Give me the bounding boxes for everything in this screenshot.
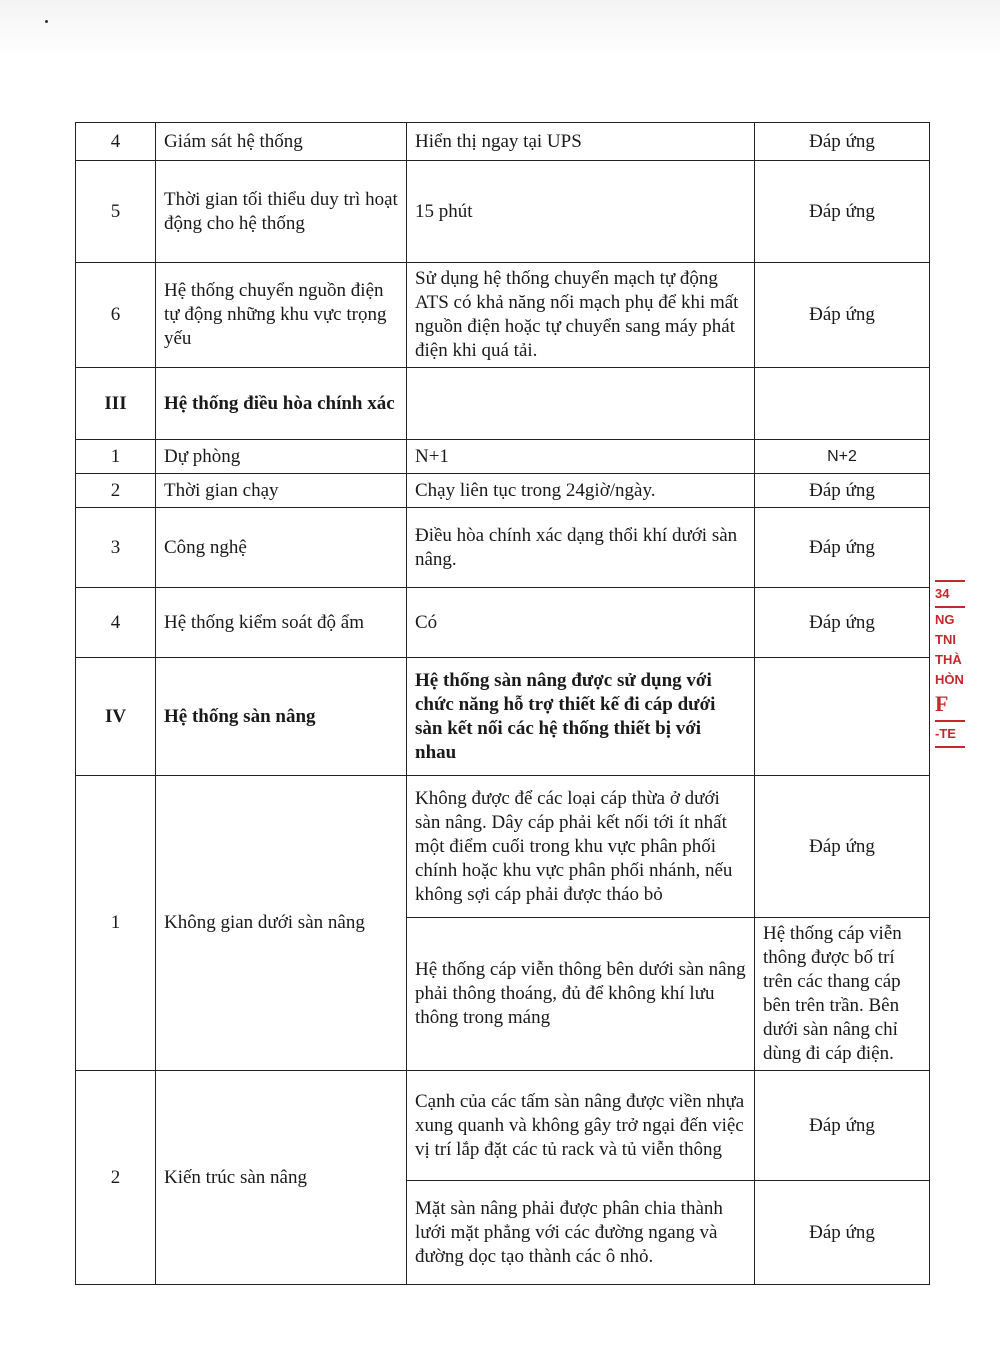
row-number: 2 — [76, 474, 156, 508]
requirement — [407, 368, 755, 440]
table-row — [76, 123, 930, 161]
section-title: Hệ thống sàn nâng — [156, 658, 407, 776]
response: Đáp ứng — [755, 123, 930, 161]
requirement: N+1 — [407, 440, 755, 474]
response: Đáp ứng — [755, 1071, 930, 1181]
item-name: Hệ thống chuyển nguồn điện tự động những khu vực trọng yếu — [156, 263, 407, 368]
stamp-text: TNI — [935, 632, 956, 647]
row-number: 6 — [76, 263, 156, 368]
response: Đáp ứng — [755, 588, 930, 658]
table-row — [76, 263, 930, 368]
requirement: Sử dụng hệ thống chuyển mạch tự động ATS có khả năng nối mạch phụ để khi mất nguồn điện hoặc tự chuyển sang máy phát điện khi quá tải. — [407, 263, 755, 368]
table-row — [76, 1071, 930, 1181]
requirement: Có — [407, 588, 755, 658]
response: Đáp ứng — [755, 508, 930, 588]
section-number: IV — [76, 658, 156, 776]
requirement: Hệ thống cáp viễn thông bên dưới sàn nâng phải thông thoáng, đủ để không khí lưu thông trong máng — [407, 918, 755, 1071]
requirement: Không được để các loại cáp thừa ở dưới sàn nâng. Dây cáp phải kết nối tới ít nhất một điểm cuối trong khu vực phân phối chính hoặc khu vực phân phối nhánh, nếu không sợi cáp phải được tháo bỏ — [407, 776, 755, 918]
item-name: Dự phòng — [156, 440, 407, 474]
requirement: Cạnh của các tấm sàn nâng được viền nhựa xung quanh và không gây trở ngại đến việc vị trí lắp đặt các tủ rack và tủ viễn thông — [407, 1071, 755, 1181]
response — [755, 658, 930, 776]
table-row — [76, 440, 930, 474]
stamp-text: HÒN — [935, 672, 964, 687]
response: N+2 — [755, 440, 930, 474]
table-row — [76, 508, 930, 588]
row-number: 5 — [76, 161, 156, 263]
response: Hệ thống cáp viễn thông được bố trí trên các thang cáp bên trên trần. Bên dưới sàn nâng chỉ dùng đi cáp điện. — [755, 918, 930, 1071]
requirement: Mặt sàn nâng phải được phân chia thành lưới mặt phẳng với các đường ngang và đường dọc tạo thành các ô nhỏ. — [407, 1181, 755, 1285]
section-title: Hệ thống điều hòa chính xác — [156, 368, 407, 440]
row-number: 2 — [76, 1071, 156, 1285]
stamp-text: -TE — [935, 726, 956, 741]
stamp-text: NG — [935, 612, 955, 627]
row-number: 4 — [76, 588, 156, 658]
row-number: 4 — [76, 123, 156, 161]
item-name: Không gian dưới sàn nâng — [156, 776, 407, 1071]
response — [755, 368, 930, 440]
requirement: Điều hòa chính xác dạng thổi khí dưới sàn nâng. — [407, 508, 755, 588]
table-row — [76, 776, 930, 918]
stamp-text: THÀ — [935, 652, 962, 667]
requirement: Hiển thị ngay tại UPS — [407, 123, 755, 161]
item-name: Thời gian chạy — [156, 474, 407, 508]
section-row — [76, 368, 930, 440]
stamp-text: F — [935, 691, 949, 716]
requirement: 15 phút — [407, 161, 755, 263]
response: Đáp ứng — [755, 776, 930, 918]
section-row — [76, 658, 930, 776]
row-number: 1 — [76, 776, 156, 1071]
scan-speck — [45, 20, 48, 23]
item-name: Công nghệ — [156, 508, 407, 588]
response: Đáp ứng — [755, 263, 930, 368]
table-row — [76, 474, 930, 508]
row-number: 1 — [76, 440, 156, 474]
stamp-text: 34 — [935, 586, 950, 601]
item-name: Giám sát hệ thống — [156, 123, 407, 161]
section-description: Hệ thống sàn nâng được sử dụng với chức năng hỗ trợ thiết kế đi cáp dưới sàn kết nối các hệ thống thiết bị với nhau — [407, 658, 755, 776]
item-name: Thời gian tối thiểu duy trì hoạt động cho hệ thống — [156, 161, 407, 263]
item-name: Hệ thống kiểm soát độ ẩm — [156, 588, 407, 658]
requirement: Chạy liên tục trong 24giờ/ngày. — [407, 474, 755, 508]
table-row — [76, 161, 930, 263]
item-name: Kiến trúc sàn nâng — [156, 1071, 407, 1285]
red-stamp — [935, 578, 965, 768]
response: Đáp ứng — [755, 1181, 930, 1285]
section-number: III — [76, 368, 156, 440]
response: Đáp ứng — [755, 161, 930, 263]
row-number: 3 — [76, 508, 156, 588]
table-row — [76, 588, 930, 658]
spec-table — [75, 122, 930, 1285]
response: Đáp ứng — [755, 474, 930, 508]
